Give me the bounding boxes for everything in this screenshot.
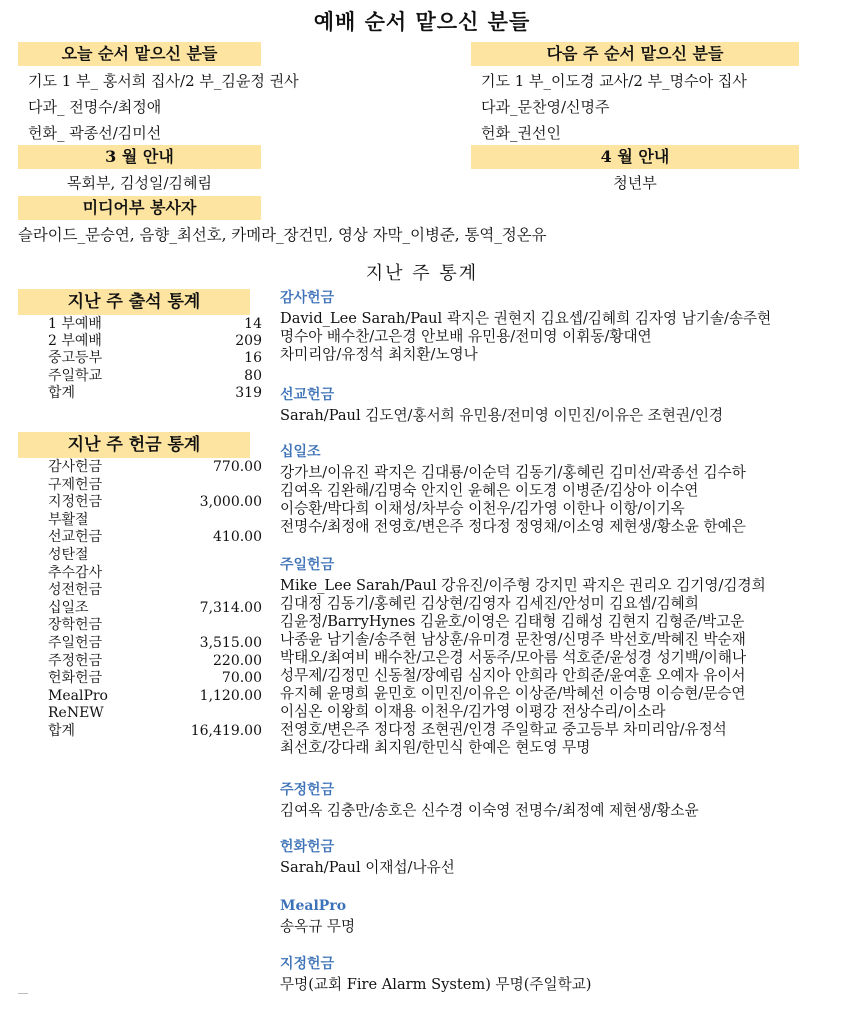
offering-row-label: MealPro <box>48 687 108 704</box>
today-header: 오늘 순서 맡으신 분들 <box>18 42 261 66</box>
offering-row-label: 주정헌금 <box>48 652 103 669</box>
offering-group-line: 전명수/최정애 전영호/변은주 정다정 정영채/이소영 제현생/황소윤 한예은 <box>280 518 746 535</box>
attendance-row <box>18 316 262 333</box>
offering-group-line: 차미리암/유정석 최치환/노영나 <box>280 346 478 363</box>
offering-group-title: 지정헌금 <box>280 956 335 972</box>
today-line: 기도 1 부_ 홍서희 집사/2 부_김윤정 권사 <box>28 72 299 90</box>
attendance-row-value: 209 <box>235 333 262 350</box>
media-text: 슬라이드_문승연, 음향_최선호, 카메라_장건민, 영상 자막_이병준, 통역_정온유 <box>18 226 547 244</box>
offering-row-label: 헌화헌금 <box>48 670 103 687</box>
attendance-row <box>18 368 262 385</box>
offering-group-line: Sarah/Paul 이재섭/나유선 <box>280 859 455 876</box>
offering-group-title: 감사헌금 <box>280 290 335 306</box>
offering-group-line: 박태오/최여비 배수찬/고은경 서동주/모아름 석호준/윤성경 성기백/이해나 <box>280 649 747 666</box>
offering-row <box>18 529 262 546</box>
offering-row <box>18 670 262 687</box>
offering-row-value: 220.00 <box>213 652 262 669</box>
offering-group <box>280 781 836 820</box>
attendance-row <box>18 333 262 350</box>
offering-group-line: Mike_Lee Sarah/Paul 강유진/이주형 강지민 곽지은 권리오 김기영/김경희 <box>280 577 766 594</box>
offering-row-value: 1,120.00 <box>199 687 262 704</box>
march-header: 3 월 안내 <box>18 145 261 169</box>
march-text: 목회부, 김성일/김혜림 <box>66 174 212 192</box>
offering-row-label: 성전헌금 <box>48 582 103 599</box>
offering-group-title: 선교헌금 <box>280 387 335 403</box>
attendance-row-value: 319 <box>235 384 262 401</box>
offering-group-line: 최선호/강다래 최지원/한민식 한예은 현도영 무명 <box>280 739 591 756</box>
offering-row <box>18 477 262 494</box>
offering-group-line: David_Lee Sarah/Paul 곽지은 권현지 김요셉/김혜희 김자영 남기솔/송주현 <box>280 310 772 327</box>
offering-row-value: 7,314.00 <box>199 599 262 616</box>
offering-group-line: 김여옥 김완해/김명숙 안지인 윤혜은 이도경 이병준/김상아 이수연 <box>280 482 699 499</box>
offering-row-value: 410.00 <box>213 529 262 546</box>
page-title: 예배 순서 맡으신 분들 <box>313 9 531 34</box>
offering-group-title: 십일조 <box>280 444 321 460</box>
today-line: 헌화_ 곽종선/김미선 <box>28 124 162 142</box>
offering-row-label: 구제헌금 <box>48 476 103 493</box>
attendance-row-value: 14 <box>244 316 262 332</box>
offering-row <box>18 723 262 740</box>
attendance-row <box>18 350 262 367</box>
offering-group-title: 헌화헌금 <box>280 839 335 855</box>
offering-row-value: 3,000.00 <box>199 494 262 511</box>
offering-row <box>18 494 262 511</box>
offering-group-line: 명수아 배수찬/고은경 안보배 유민용/전미영 이휘동/황대연 <box>280 328 652 345</box>
attendance-row <box>18 385 262 402</box>
offering-row <box>18 635 262 652</box>
offering-group-line: 김대정 김동기/홍혜린 김상현/김영자 김세진/안성미 김요셉/김혜희 <box>280 595 699 612</box>
stats-title: 지난 주 통계 <box>365 263 479 284</box>
offering-group-line: 나종윤 남기솔/송주현 남상훈/유미경 문찬영/신명주 박선호/박혜진 박순재 <box>280 631 746 648</box>
offering-group-title: 주일헌금 <box>280 557 335 573</box>
offering-group-title: MealPro <box>280 898 347 914</box>
attendance-row-value: 16 <box>244 350 262 367</box>
offering-group-line: Sarah/Paul 김도연/홍서희 유민용/전미영 이민진/이유은 조현권/인경 <box>280 407 724 424</box>
offering-group <box>280 556 836 757</box>
offering-row-value: 16,419.00 <box>190 723 262 739</box>
offering-group-line: 송옥규 무명 <box>280 918 356 935</box>
offering-row <box>18 582 262 599</box>
offering-row-value: 70.00 <box>221 670 262 687</box>
offering-row-label: 합계 <box>48 723 76 739</box>
offering-row-label: 성탄절 <box>48 547 89 563</box>
next-line: 기도 1 부_이도경 교사/2 부_명수아 집사 <box>481 72 747 90</box>
attendance-header: 지난 주 출석 통계 <box>18 289 250 315</box>
attendance-row-value: 80 <box>244 367 262 384</box>
next-line: 헌화_권선인 <box>481 124 561 142</box>
offering-row-label: ReNEW <box>48 705 104 722</box>
offering-row-label: 선교헌금 <box>48 529 103 546</box>
offering-group <box>280 838 836 877</box>
april-text: 청년부 <box>613 174 657 192</box>
april-header: 4 월 안내 <box>471 145 799 169</box>
offering-group <box>280 955 836 994</box>
offering-row <box>18 653 262 670</box>
attendance-row-label: 중고등부 <box>48 350 103 367</box>
offering-row-label: 부활절 <box>48 511 89 528</box>
offering-row <box>18 688 262 705</box>
offering-row-label: 장학헌금 <box>48 617 103 634</box>
offering-group-title: 주정헌금 <box>280 782 335 798</box>
offering-row <box>18 459 262 476</box>
offering-group-line: 이승환/박다희 이채성/차부승 이천우/김가영 이한나 이항/이기옥 <box>280 500 685 517</box>
offering-group-line: 김윤정/BarryHynes 김윤호/이영은 김태형 김해성 김현지 김형준/박고운 <box>280 613 745 630</box>
offering-row-value: 770.00 <box>213 459 262 475</box>
attendance-row-label: 2 부예배 <box>48 333 102 350</box>
offering-group <box>280 386 836 425</box>
offering-group <box>280 443 836 536</box>
next-line: 다과_문찬영/신명주 <box>481 98 610 116</box>
offering-row-label: 추수감사 <box>48 564 103 581</box>
offering-group-line: 강가브/이유진 곽지은 김대룡/이순덕 김동기/홍혜린 김미선/곽종선 김수하 <box>280 464 746 481</box>
offering-row <box>18 512 262 529</box>
offering-group-line: 전영호/변은주 정다정 조현권/인경 주일학교 중고등부 차미리암/유정석 <box>280 721 727 738</box>
today-line: 다과_ 전명수/최정애 <box>28 98 162 116</box>
offering-row <box>18 705 262 722</box>
offering-row-label: 주일헌금 <box>48 635 103 651</box>
offering-group <box>280 289 836 364</box>
offering-row-label: 십일조 <box>48 599 89 616</box>
offering-group-line: 김여옥 김충만/송호은 신수경 이숙영 전명수/최정예 제현생/황소윤 <box>280 802 699 819</box>
offering-group <box>280 897 836 936</box>
offering-row <box>18 600 262 617</box>
offering-group-line: 유지혜 윤명희 윤민호 이민진/이유은 이상준/박혜선 이승명 이승현/문승연 <box>280 685 746 702</box>
next-header: 다음 주 순서 맡으신 분들 <box>471 42 799 66</box>
media-header: 미디어부 봉사자 <box>18 196 261 220</box>
offering-row <box>18 565 262 582</box>
offering-group-line: 성무제/김정민 신동철/장예림 심지아 안희라 안희준/윤여훈 오예자 유이서 <box>280 667 746 684</box>
offering-row-value: 3,515.00 <box>199 635 262 651</box>
offering-row-label: 지정헌금 <box>48 494 103 511</box>
offering-row <box>18 547 262 564</box>
offering-group-line: 무명(교회 Fire Alarm System) 무명(주일학교) <box>280 976 592 993</box>
offering-group-line: 이심온 이왕희 이재용 이천우/김가영 이평강 전상수리/이소라 <box>280 703 666 720</box>
footer-dash <box>18 993 28 994</box>
attendance-row-label: 주일학교 <box>48 367 103 384</box>
offering-header: 지난 주 헌금 통계 <box>18 432 250 458</box>
offering-row-label: 감사헌금 <box>48 459 103 475</box>
offering-row <box>18 617 262 634</box>
attendance-row-label: 1 부예배 <box>48 316 102 332</box>
attendance-row-label: 합계 <box>48 384 76 401</box>
